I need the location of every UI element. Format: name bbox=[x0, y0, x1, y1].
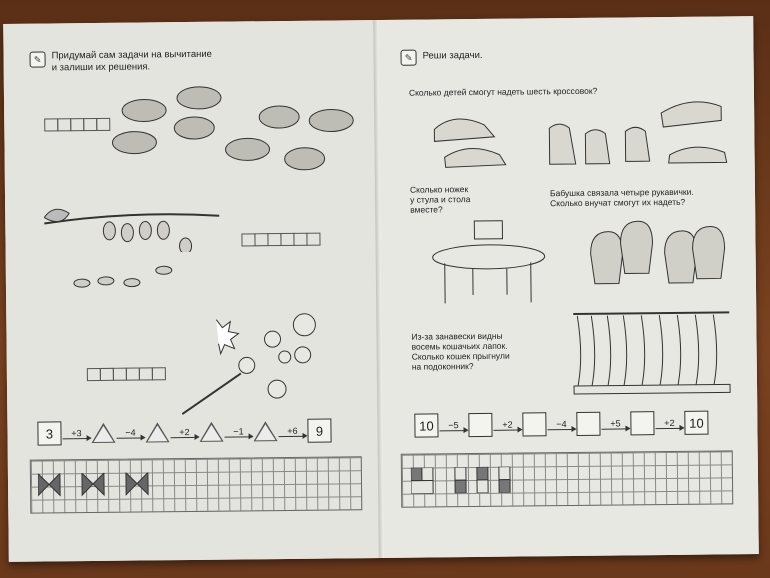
left-chain-blank-1 bbox=[91, 423, 115, 443]
berries-branch-illustration bbox=[39, 192, 230, 254]
sneakers-illustration bbox=[429, 96, 730, 179]
question-mittens-line1: Бабушка связала четыре рукавички. bbox=[549, 186, 694, 199]
question-mittens bbox=[550, 187, 694, 209]
question-legs bbox=[410, 184, 471, 215]
right-chain-blank-3 bbox=[576, 412, 600, 436]
question-legs-line2: у стула и стола bbox=[410, 194, 471, 205]
pencil-task-icon-right: ✎ bbox=[400, 50, 416, 66]
right-task-title: Реши задачи. bbox=[422, 49, 483, 62]
right-chain-start: 10 bbox=[414, 413, 438, 437]
pencil-task-icon: ✎ bbox=[29, 52, 45, 68]
right-chain-blank-1 bbox=[468, 413, 492, 437]
table-chair-illustration bbox=[430, 214, 551, 305]
question-mittens-line2: Сколько внучат смогут их надеть? bbox=[550, 196, 686, 209]
right-chain-op-4: +5 bbox=[610, 417, 621, 429]
question-sneakers: Сколько детей смогут надеть шесть кроссовок? bbox=[408, 85, 598, 98]
left-chain-blank-2 bbox=[145, 422, 169, 442]
question-cats-line3: Сколько кошек прыгнули bbox=[411, 350, 510, 362]
left-number-chain bbox=[37, 419, 331, 446]
left-chain-end: 9 bbox=[307, 419, 331, 443]
right-chain-op-3: −4 bbox=[556, 418, 567, 429]
left-task-title-line1: Придумай сам задачи на вычитание bbox=[51, 48, 212, 62]
question-legs-line3: вместе? bbox=[410, 204, 443, 215]
mittens-illustration bbox=[580, 212, 731, 294]
turtles-illustration bbox=[99, 78, 360, 186]
right-number-chain bbox=[414, 411, 708, 438]
right-chain-op-2: +2 bbox=[502, 419, 513, 430]
left-task-title bbox=[51, 49, 212, 75]
left-chain-op-2: −4 bbox=[125, 427, 136, 438]
right-chain-blank-2 bbox=[522, 412, 546, 436]
question-cats-line4: на подоконник? bbox=[411, 361, 474, 372]
answer-boxes-3 bbox=[87, 367, 165, 381]
left-chain-op-4: −1 bbox=[233, 425, 244, 437]
right-chain-op-1: −5 bbox=[448, 419, 459, 430]
bowtie-pattern bbox=[38, 472, 158, 499]
left-chain-op-3: +2 bbox=[179, 426, 190, 437]
seeds-illustration bbox=[72, 262, 192, 293]
answer-boxes-2 bbox=[241, 233, 319, 247]
right-chain-blank-4 bbox=[630, 411, 654, 435]
left-chain-blank-4 bbox=[253, 421, 277, 441]
right-chain-end: 10 bbox=[684, 411, 708, 435]
curtain-window-illustration bbox=[571, 306, 732, 398]
right-chain-op-5: +2 bbox=[664, 417, 675, 428]
left-chain-start: 3 bbox=[37, 421, 61, 445]
soap-bubbles-illustration bbox=[176, 300, 357, 422]
left-chain-op-1: +3 bbox=[71, 427, 82, 438]
question-cats-line1: Из-за занавески видны bbox=[411, 330, 503, 342]
open-workbook bbox=[3, 16, 759, 562]
left-page bbox=[3, 20, 384, 562]
left-task-title-line2: и залиши их решения. bbox=[51, 61, 151, 74]
left-chain-blank-3 bbox=[199, 422, 223, 442]
question-cats bbox=[411, 331, 509, 372]
question-legs-line1: Сколько ножек bbox=[409, 184, 469, 195]
half-filled-square-pattern bbox=[411, 466, 531, 493]
answer-boxes-1 bbox=[44, 118, 109, 132]
question-cats-line2: восемь кошачьих лапок. bbox=[411, 340, 508, 352]
right-page bbox=[378, 16, 759, 558]
left-chain-op-5: +6 bbox=[287, 425, 298, 436]
